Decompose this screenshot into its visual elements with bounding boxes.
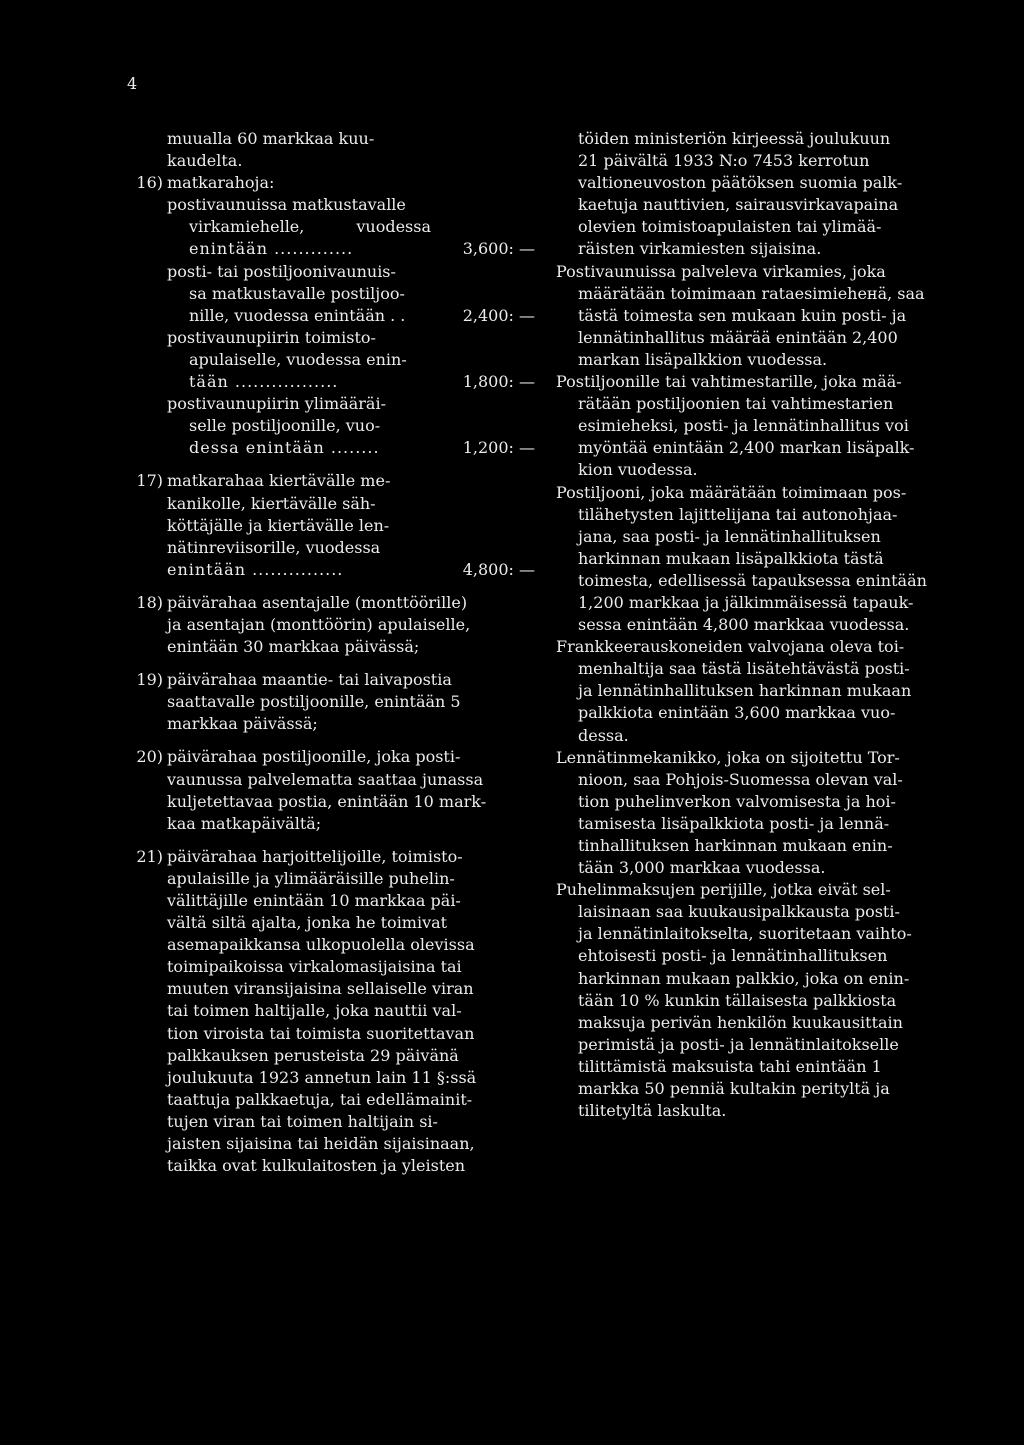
text-line: vaunussa palvelematta saattaa junassa <box>167 769 484 789</box>
text-line: määrätään toimimaan rataesimieheнä, saa <box>578 283 925 303</box>
text-line: toimesta, edellisessä tapauksessa enintään <box>578 570 927 590</box>
item-text: päivärahaa harjoittelijoille, toimisto- <box>167 846 463 866</box>
text-line: joulukuuta 1923 annetun lain 11 §:ssä <box>167 1067 477 1087</box>
text-line: olevien toimistoapulaisten tai ylimää- <box>578 217 882 237</box>
text-line: nätinreviisorille, vuodessa <box>167 537 381 557</box>
item-number: 19) <box>136 670 163 690</box>
text-line: tilitetyltä laskulta. <box>578 1101 727 1121</box>
item-21 <box>127 846 535 868</box>
text-line: tästä toimesta sen mukaan kuin posti- ja <box>578 305 907 325</box>
text-line: palkkiota enintään 3,600 markkaa vuo- <box>578 703 896 723</box>
text-line: ja lennätinhallituksen harkinnan mukaan <box>578 681 912 701</box>
left-column <box>127 128 535 1177</box>
text-line: ja asentajan (monttöörin) apulaiselle, <box>167 614 471 634</box>
item-text: matkarahoja: <box>167 173 275 193</box>
text-line: dessa. <box>578 725 629 745</box>
amount-line <box>127 305 535 327</box>
text-line: lennätinhallitus määrää enintään 2,400 <box>578 327 898 347</box>
text-line: asemapaikkansa ulkopuolella olevissa <box>167 935 475 955</box>
text-line: sessa enintään 4,800 markkaa vuodessa. <box>578 615 910 635</box>
text-line: taikka ovat kulkulaitosten ja yleisten <box>167 1156 466 1176</box>
text-line: köttäjälle ja kiertävälle len- <box>167 515 390 535</box>
text-line: kaudelta. <box>167 151 243 171</box>
text-line: 21 päivältä 1933 N:o 7453 kerrotun <box>578 151 870 171</box>
item-text: matkarahaa kiertävälle me- <box>167 471 391 491</box>
text-line: rätään postiljoonien tai vahtimestarien <box>578 394 894 414</box>
text-line: muuten viransijaisina sellaiselle viran <box>167 979 474 999</box>
text-line: maksuja perivän henkilön kuukausittain <box>578 1012 903 1032</box>
text-line: enintään 30 markkaa päivässä; <box>167 637 420 657</box>
item-text: päivärahaa postiljoonille, joka posti- <box>167 747 461 767</box>
text-line: kaa matkapäivältä; <box>167 813 322 833</box>
text-line: tamisesta lisäpalkkiota posti- ja lennä- <box>578 813 890 833</box>
amount-value: 1,800: — <box>462 372 535 392</box>
text-line: 1,200 markkaa ja jälkimmäisessä tapauk- <box>578 592 914 612</box>
item-17 <box>127 470 535 492</box>
text-line: valtioneuvoston päätöksen suomia palk- <box>578 173 903 193</box>
text-line: markan lisäpalkkion vuodessa. <box>578 349 828 369</box>
item-number: 18) <box>136 592 163 612</box>
text-line: harkinnan mukaan palkkio, joka on enin- <box>578 968 910 988</box>
page-number: 4 <box>127 74 138 93</box>
text-line: postivaunupiirin toimisto- <box>167 327 376 347</box>
text-line: vältä siltä ajalta, jonka he toimivat <box>167 913 448 933</box>
amount-value: 3,600: — <box>462 239 535 259</box>
text-line: tään 10 % kunkin tällaisesta palkkiosta <box>578 990 897 1010</box>
text-line: perimistä ja posti- ja lennätinlaitokselle <box>578 1034 899 1054</box>
item-number: 21) <box>136 846 163 866</box>
amount-value: 4,800: — <box>462 559 535 579</box>
item-number: 20) <box>136 747 163 767</box>
paragraph-start: Lennätinmekanikko, joka on sijoitettu Tor- <box>556 747 900 767</box>
leader-text: enintään ............. <box>189 239 354 259</box>
right-column <box>556 128 960 1122</box>
text-line: tujen viran tai toimen haltijain si- <box>167 1111 438 1131</box>
text-line: ja lennätinlaitokselta, suoritetaan vaihto- <box>578 924 912 944</box>
paragraph-start: Postivaunuissa palveleva virkamies, joka <box>556 261 886 281</box>
amount-value: 1,200: — <box>462 438 535 458</box>
text-line: saattavalle postiljoonille, enintään 5 <box>167 692 461 712</box>
amount-line <box>127 437 535 459</box>
item-20 <box>127 746 535 768</box>
text-line: välittäjille enintään 10 markkaa päi- <box>167 891 461 910</box>
text-line: apulaisille ja ylimääräisille puhelin- <box>167 868 455 888</box>
text-line: muualla 60 markkaa kuu- <box>167 129 375 148</box>
item-text: päivärahaa asentajalle (monttöörille) <box>167 592 468 612</box>
text-line: kuljetettavaa postia, enintään 10 mark- <box>167 791 487 811</box>
leader-text: tään ................. <box>189 372 339 392</box>
text-line: laisinaan saa kuukausipalkkausta posti- <box>578 902 900 922</box>
text-line: menhaltija saa tästä lisätehtävästä posti- <box>578 659 910 679</box>
text-line: markkaa päivässä; <box>167 714 318 734</box>
text-line: kanikolle, kiertävälle säh- <box>167 493 376 513</box>
text-line: apulaiselle, vuodessa enin- <box>189 349 407 369</box>
text-line: markka 50 penniä kultakin perityltä ja <box>578 1079 890 1099</box>
item-text: päivärahaa maantie- tai laivapostia <box>167 670 452 690</box>
text-line: selle postiljoonille, vuo- <box>189 416 381 436</box>
text-line: harkinnan mukaan lisäpalkkiota tästä <box>578 548 884 568</box>
text-line: taattuja palkkaetuja, tai edellämainit- <box>167 1089 473 1109</box>
text-line: myöntää enintään 2,400 markan lisäpalk- <box>578 438 915 458</box>
text-line: kaetuja nauttivien, sairausvirkavapaina <box>578 195 899 215</box>
amount-line <box>127 238 535 260</box>
text-line: tilittämistä maksuista tahi enintään 1 <box>578 1056 882 1076</box>
text-line: kion vuodessa. <box>578 460 698 480</box>
text-line: sa matkustavalle postiljoo- <box>189 283 405 303</box>
item-number: 17) <box>136 471 163 491</box>
text-line: tään 3,000 markkaa vuodessa. <box>578 858 826 878</box>
paragraph-start: Postiljooni, joka määrätään toimimaan pos- <box>556 482 907 502</box>
item-number: 16) <box>136 173 163 193</box>
text-line: nioon, saa Pohjois-Suomessa olevan val- <box>578 769 903 789</box>
paragraph-start: Postiljoonille tai vahtimestarille, joka mää- <box>556 372 902 392</box>
text-line: tion viroista tai toimista suoritettavan <box>167 1023 475 1043</box>
text-line: posti- tai postiljoonivaunuis- <box>167 261 396 281</box>
text-line: töiden ministeriön kirjeessä joulukuun <box>578 129 891 148</box>
amount-value: 2,400: — <box>462 305 535 325</box>
amount-line <box>127 371 535 393</box>
leader-text: nille, vuodessa enintään . . <box>189 305 406 325</box>
text-line: virkamiehelle, vuodessa <box>189 217 431 237</box>
text-line: tilähetysten lajittelijana tai autonohjaa- <box>578 504 898 524</box>
item-16 <box>127 172 535 194</box>
text-line: palkkauksen perusteista 29 päivänä <box>167 1045 459 1065</box>
text-line: räisten virkamiesten sijaisina. <box>578 239 822 259</box>
text-line: tion puhelinverkon valvomisesta ja hoi- <box>578 791 896 811</box>
item-18 <box>127 592 535 614</box>
text-line: postivaunupiirin ylimääräi- <box>167 394 386 414</box>
amount-line <box>127 559 535 581</box>
item-19 <box>127 669 535 691</box>
text-line: jaisten sijaisina tai heidän sijaisinaan, <box>167 1134 475 1154</box>
text-line: ehtoisesti posti- ja lennätinhallituksen <box>578 946 888 966</box>
text-line: jana, saa posti- ja lennätinhallituksen <box>578 526 881 546</box>
text-line: toimipaikoissa virkalomasijaisina tai <box>167 957 462 977</box>
leader-text: dessa enintään ........ <box>189 438 380 458</box>
paragraph-start: Puhelinmaksujen perijille, jotka eivät sel- <box>556 880 891 900</box>
leader-text: enintään ............... <box>167 559 344 579</box>
text-line: tai toimen haltijalle, joka nauttii val- <box>167 1001 462 1021</box>
paragraph-start: Frankkeerauskoneiden valvojana oleva toi- <box>556 637 905 657</box>
text-line: postivaunuissa matkustavalle <box>167 195 406 215</box>
text-line: tinhallituksen harkinnan mukaan enin- <box>578 836 893 855</box>
text-line: esimieheksi, posti- ja lennätinhallitus voi <box>578 416 909 436</box>
